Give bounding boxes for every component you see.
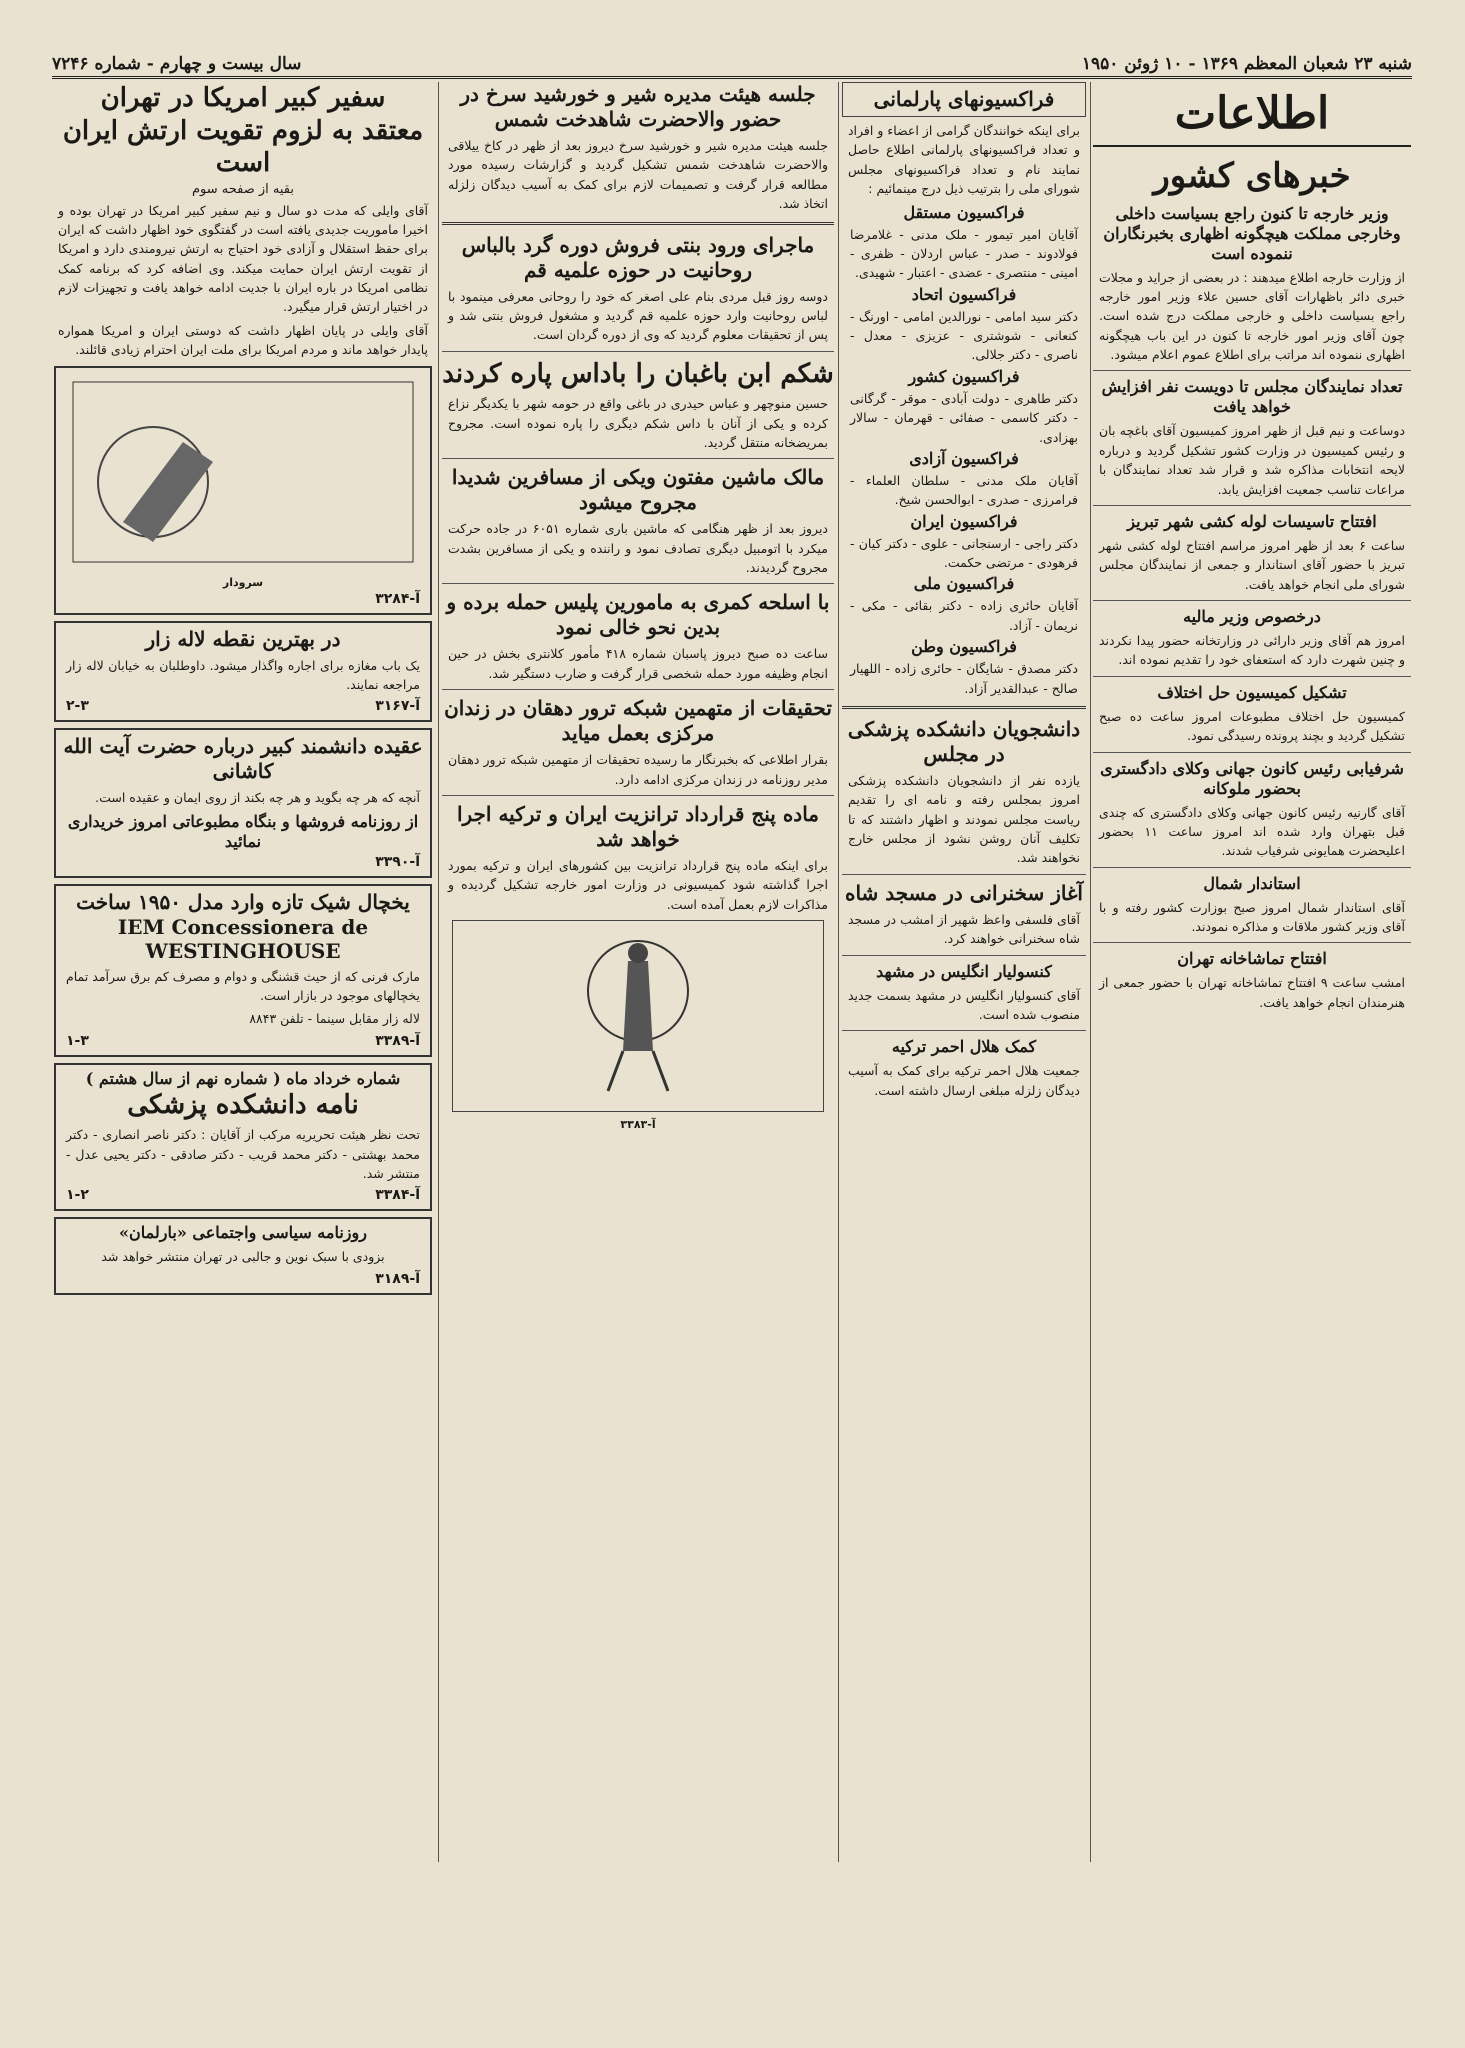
article-body: آقای وایلی در پایان اظهار داشت که دوستی ایران و امریکا همواره پایدار خواهد ماند و مردم امریکا برای ملت ایران احترام زیادی قائلند. [58,322,428,358]
ad-code: آ-۳۳۹۰ [375,853,420,870]
faction-title: فراکسیون مستقل [903,202,1025,222]
article-body: دوساعت و نیم قبل از ظهر امروز کمیسیون آقای باغچه بان و رئیس کمیسیون در وزارت کشور تشکیل گردید و درباره لایحه انتخابات مذاکره شد و قرار شد تعداد نمایندگان با مراعات تناسب جمعیت افزایش یابد. [1099,423,1405,497]
ad-caption: سرودار [222,575,264,589]
article-headline: افتتاح تاسیسات لوله کشی شهر تبریز [1127,511,1377,531]
article-body: کمیسیون حل اختلاف مطبوعات امروز ساعت ده صبح تشکیل گردید و بچند پرونده رسیدگی نمود. [1099,708,1405,744]
figure-illustration [453,921,823,1111]
article-headline: شکم ابن باغبان را باداس پاره کردند [442,358,834,389]
advertisement-1 [54,366,432,615]
article-headline: تعداد نمایندگان مجلس تا دویست نفر افزایش خواهد یافت [1101,377,1403,417]
column-1 [1093,82,1411,2042]
article-headline: آغاز سخنرانی در مسجد شاه [844,880,1083,905]
advertisement-2 [54,621,432,723]
article-body: جمعیت هلال احمر ترکیه برای کمک به آسیب دیدگان زلزله مبلغی ارسال داشته است. [848,1063,1080,1098]
article-headline: کمک هلال احمر ترکیه [891,1037,1037,1057]
article-headline: تحقیقات از متهمین شبکه ترور دهقان در زندان مرکزی بعمل میاید [444,696,832,746]
article-headline: فراکسیونهای پارلمانی [842,82,1086,117]
ad-code: آ-۳۳۸۴ [375,1187,420,1204]
ad-headline: شماره خرداد ماه ( شماره نهم از سال هشتم ) [85,1068,401,1088]
header-issue: سال بیست و چهارم - شماره ۷۲۴۶ [52,54,302,74]
article-headline: دانشجویان دانشکده پزشکی در مجلس [847,716,1081,766]
ad-code: آ-۳۱۸۹ [375,1270,420,1287]
article-body: ساعت ۶ بعد از ظهر امروز مراسم افتتاح لوله کشی شهر تبریز با حضور آقای استاندار و جمعی از نمایندگان مجلس شورای ملی انجام خواهد یافت. [1099,537,1405,592]
masthead-bar [52,52,1412,79]
article-body: آقای وایلی که مدت دو سال و نیم سفیر کبیر امریکا در تهران بوده و اخیرا ماموریت جدیدی یافته است در گفتگوی خود اظهار داشت که ایران برای حفظ استقلال و آزادی خود احتیاج به ارتش نیرومندی دارد و امریکا از تقویت ارتش ایران حمایت میکند. وی اضافه کرد که برنامه کمک نظامی امریکا در باره ایران با جدیت ادامه خواهد یافت و تجهیزات لازم در اختیار ارتش قرار میگیرد. [58,202,428,315]
advertisement-3 [54,728,432,877]
faction-title: فراکسیون کشور [908,366,1020,386]
article-body: آقای فلسفی واعظ شهیر از امشب در مسجد شاه سخنرانی خواهند کرد. [848,911,1080,947]
ad-tagline: از روزنامه فروشها و بنگاه مطبوعاتی امروز خریداری نمائید [67,811,419,851]
faction-members: دکتر راجی - ارسنجانی - علوی - دکتر کیان - فرهودی - مرتضی حکمت. [850,535,1078,570]
article-headline: مالک ماشین مفتون ویکی از مسافرین شدیدا مجروح میشود [451,465,825,515]
section-title: خبرهای کشور [1153,156,1351,196]
article-headline: درخصوص وزیر مالیه [1183,607,1321,626]
ad-body: آنچه که هر چه بگوید و هر چه بکند از روی ایمان و عقیده است. [95,790,420,806]
ad-code: ۱-۳ [66,1032,89,1049]
article-headline: با اسلحه کمری به مامورین پلیس حمله برده و بدین نحو خالی نمود [446,590,830,640]
article-body: حسین منوچهر و عباس حیدری در باغی واقع در حومه شهر با یکدیگر نزاع کرده و یکی از آنان با داس شکم دیگری را پاره نموده است. مجروح بمریضخانه منتقل گردید. [448,396,828,450]
article-headline: وزیر خارجه تا کنون راجع بسیاست داخلی وخارجی مملکت هیچگونه اظهاری بخبرنگاران ننموده است [1103,203,1401,263]
article-headline: تشکیل کمیسیون حل اختلاف [1157,682,1347,702]
ad-title: نامه دانشکده پزشکی [127,1089,359,1120]
ad-code: ۲-۳ [66,698,89,715]
column-3 [442,82,834,2042]
faction-title: فراکسیون اتحاد [911,284,1017,304]
article-body: دیروز بعد از ظهر هنگامی که ماشین باری شماره ۶۰۵۱ در جاده حرکت میکرد با اتومبیل دیگری تصادف نمود و راننده و یکی از مسافرین بشدت مجروح گردیدند. [448,521,828,575]
article-headline: شرفیابی رئیس کانون جهانی وکلای دادگستری بحضور ملوکانه [1100,758,1404,798]
column-rule [838,82,839,1862]
ad-body: مارک فرنی که از حیث قشنگی و دوام و مصرف کم برق سرآمد تمام یخچالهای موجود در بازار است. [66,968,420,1003]
article-body: امروز هم آقای وزیر دارائی در وزارتخانه حضور پیدا نکردند و چنین شهرت دارد که استعفای خود را تقدیم نموده اند. [1099,633,1405,668]
faction-members: دکتر طاهری - دولت آبادی - موقر - گرگانی - دکتر کاسمی - صفائی - قهرمان - سالار بهزادی. [850,390,1078,445]
article-body: دوسه روز قبل مردی بنام علی اصغر که خود را روحانی معرفی مینمود با لباس روحانیت وارد حوزه علمیه قم گردید و مشغول فروش بنتی شد و پس از تحقیقات معلوم گردید که وی از دوره گردان است. [448,288,828,343]
faction-members: آقایان ملک مدنی - سلطان العلماء - فرامرزی - صدری - ابوالحسن شیخ. [850,472,1078,508]
ad-headline: در بهترین نقطه لاله زار [145,626,341,651]
article-body: امشب ساعت ۹ افتتاح تماشاخانه تهران با حضور جمعی از هنرمندان انجام خواهد یافت. [1099,975,1405,1010]
faction-members: دکتر مصدق - شایگان - حائری زاده - اللهیار صالح - عبدالقدیر آزاد. [850,661,1078,696]
article-headline: ماجرای ورود بنتی فروش دوره گرد بالباس روحانیت در حوزه علمیه قم [461,232,815,282]
ad-body: تحت نظر هیئت تحریریه مرکب از آقایان : دکتر ناصر انصاری - دکتر محمد بهشتی - دکتر محمد قریب - دکتر صادقی - دکتر یحیی عدل - منتشر شد. [66,1127,420,1181]
faction-members: آقایان حائری زاده - دکتر بقائی - مکی - نریمان - آزاد. [850,598,1078,633]
column-4 [52,82,434,2042]
article-headline: استاندار شمال [1203,873,1301,893]
column-rule [438,82,439,1862]
faction-title: فراکسیون ملی [913,574,1015,594]
ad-illustration [452,920,824,1112]
ad-code: آ-۳۱۶۷ [375,698,420,715]
advertisement-4 [54,884,432,1057]
article-body: ساعت ده صبح دیروز پاسبان شماره ۴۱۸ مأمور کلانتری بخش در حین انجام وظیفه مورد حمله شخصی قرار گرفت و ضارب دستگیر شد. [448,646,828,681]
ad-headline: یخچال شیک تازه وارد مدل ۱۹۵۰ ساخت [76,889,410,914]
column-rule [1090,82,1091,1862]
advertisement-5 [54,1063,432,1212]
faction-title: فراکسیون ایران [910,511,1018,531]
ad-code: آ-۳۲۸۴ [375,590,420,607]
article-headline: جلسه هیئت مدیره شیر و خورشید سرخ در حضور والاحضرت شاهدخت شمس [460,82,816,131]
faction-members: دکتر سید امامی - نورالدین امامی - اورنگ - کنعانی - شوشتری - عزیزی - معدل - ناصری - دکتر جلالی. [850,308,1078,363]
article-body: برای اینکه خوانندگان گرامی از اعضاء و افراد و تعداد فراکسیونهای پارلمانی اطلاع حاصل نمایند نام و تعداد فراکسیونهای مجلس شورای ملی را بترتیب ذیل درج مینمائیم : [847,123,1080,197]
faction-title: فراکسیون آزادی [909,448,1019,468]
article-headline: ماده پنج قرارداد ترانزیت ایران و ترکیه اجرا خواهد شد [456,801,820,851]
header-date: شنبه ۲۳ شعبان المعظم ۱۳۶۹ - ۱۰ ژوئن ۱۹۵۰ [1081,54,1412,74]
article-body: آقای گارنیه رئیس کانون جهانی وکلای دادگستری که چندی قبل بتهران وارد شده اند امروز ساعت ۱۱ بحضور اعلیحضرت همایونی شرفیاب شدند. [1099,804,1405,859]
ad-body: یک باب مغازه برای اجاره واگذار میشود. داوطلبان به خیابان لاله زار مراجعه نمایند. [66,657,420,692]
advertisement-6 [54,1217,432,1294]
article-body: بقرار اطلاعی که بخبرنگار ما رسیده تحقیقات از متهمین شبکه ترور دهقان مدیر روزنامه در زندان مرکزی ادامه دارد. [448,752,828,787]
ad-illustration [60,372,426,572]
faction-title: فراکسیون وطن [911,637,1017,657]
ad-headline: عقیده دانشمند کبیر درباره حضرت آیت الله کاشانی [63,734,423,784]
ad-body: بزودی با سبک نوین و جالبی در تهران منتشر خواهد شد [101,1249,385,1265]
continued-note: بقیه از صفحه سوم [191,181,294,197]
ad-code: ۱-۲ [66,1187,89,1204]
article-headline: سفیر کبیر امریکا در تهران [100,83,386,113]
article-body: آقای کنسولیار انگلیس در مشهد بسمت جدید منصوب شده است. [848,987,1080,1022]
ad-brand: IEM Concessionera de WESTINGHOUSE [117,914,369,963]
article-body: آقای استاندار شمال امروز صبح بوزارت کشور رفته و با آقای وزیر کشور ملاقات و مذاکره نمودند. [1099,899,1405,934]
article-body: برای اینکه ماده پنج قرارداد ترانزیت بین کشورهای ایران و ترکیه بمورد اجرا گذاشته شود کمیسیونی در وزارت امور خارجه تشکیل گردیده و مذاکرات لازم بعمل آمده است. [448,857,828,912]
article-body: یازده نفر از دانشجویان دانشکده پزشکی امروز بمجلس رفته و نامه ای را تقدیم ریاست مجلس نمودند و اظهار داشتند که تا تکلیف آنان روشن نشود از مجلس خارج نخواهند شد. [848,772,1080,866]
article-headline: افتتاح تماشاخانه تهران [1177,949,1327,969]
ad-address: لاله زار مقابل سینما - تلفن ۸۸۴۳ [249,1011,420,1027]
ad-headline: روزنامه سیاسی واجتماعی «بارلمان» [119,1223,367,1243]
article-subheadline: معتقد به لزوم تقویت ارتش ایران است [62,115,424,178]
ad-code: آ-۳۳۸۹ [375,1032,420,1049]
article-headline: کنسولیار انگلیس در مشهد [876,961,1052,981]
ad-code: آ-۳۳۸۳ [620,1118,656,1131]
article-body: جلسه هیئت مدیره شیر و خورشید سرخ دیروز بعد از ظهر در کاخ ییلاقی والاحضرت شاهدخت شمس تشکیل گردید و گزارشات رسیده مورد مطالعه قرار گرفت و تصمیمات لازم برای کمک به آسیب دیدگان زلزله اتخاذ شد. [448,138,828,212]
faction-members: آقایان امیر تیمور - ملک مدنی - غلامرضا فولادوند - صدر - عباس اردلان - ظفری - امینی - منتصری - عضدی - اعتبار - شهیدی. [850,226,1078,281]
column-2 [842,82,1086,2042]
article-body: از وزارت خارجه اطلاع میدهند : در بعضی از جراید و مجلات خبری دائر باظهارات آقای حسین علاء وزیر امور خارجه راجع بسیاست داخلی و خارجی مملکت درج شده است. چون آقای وزیر امور خارجه تا کنون در این باب هیچگونه اظهاری ننموده اند مراتب برای اطلاع عموم اعلام میشود. [1099,269,1405,362]
newspaper-logo: اطلاعات [1093,82,1411,147]
